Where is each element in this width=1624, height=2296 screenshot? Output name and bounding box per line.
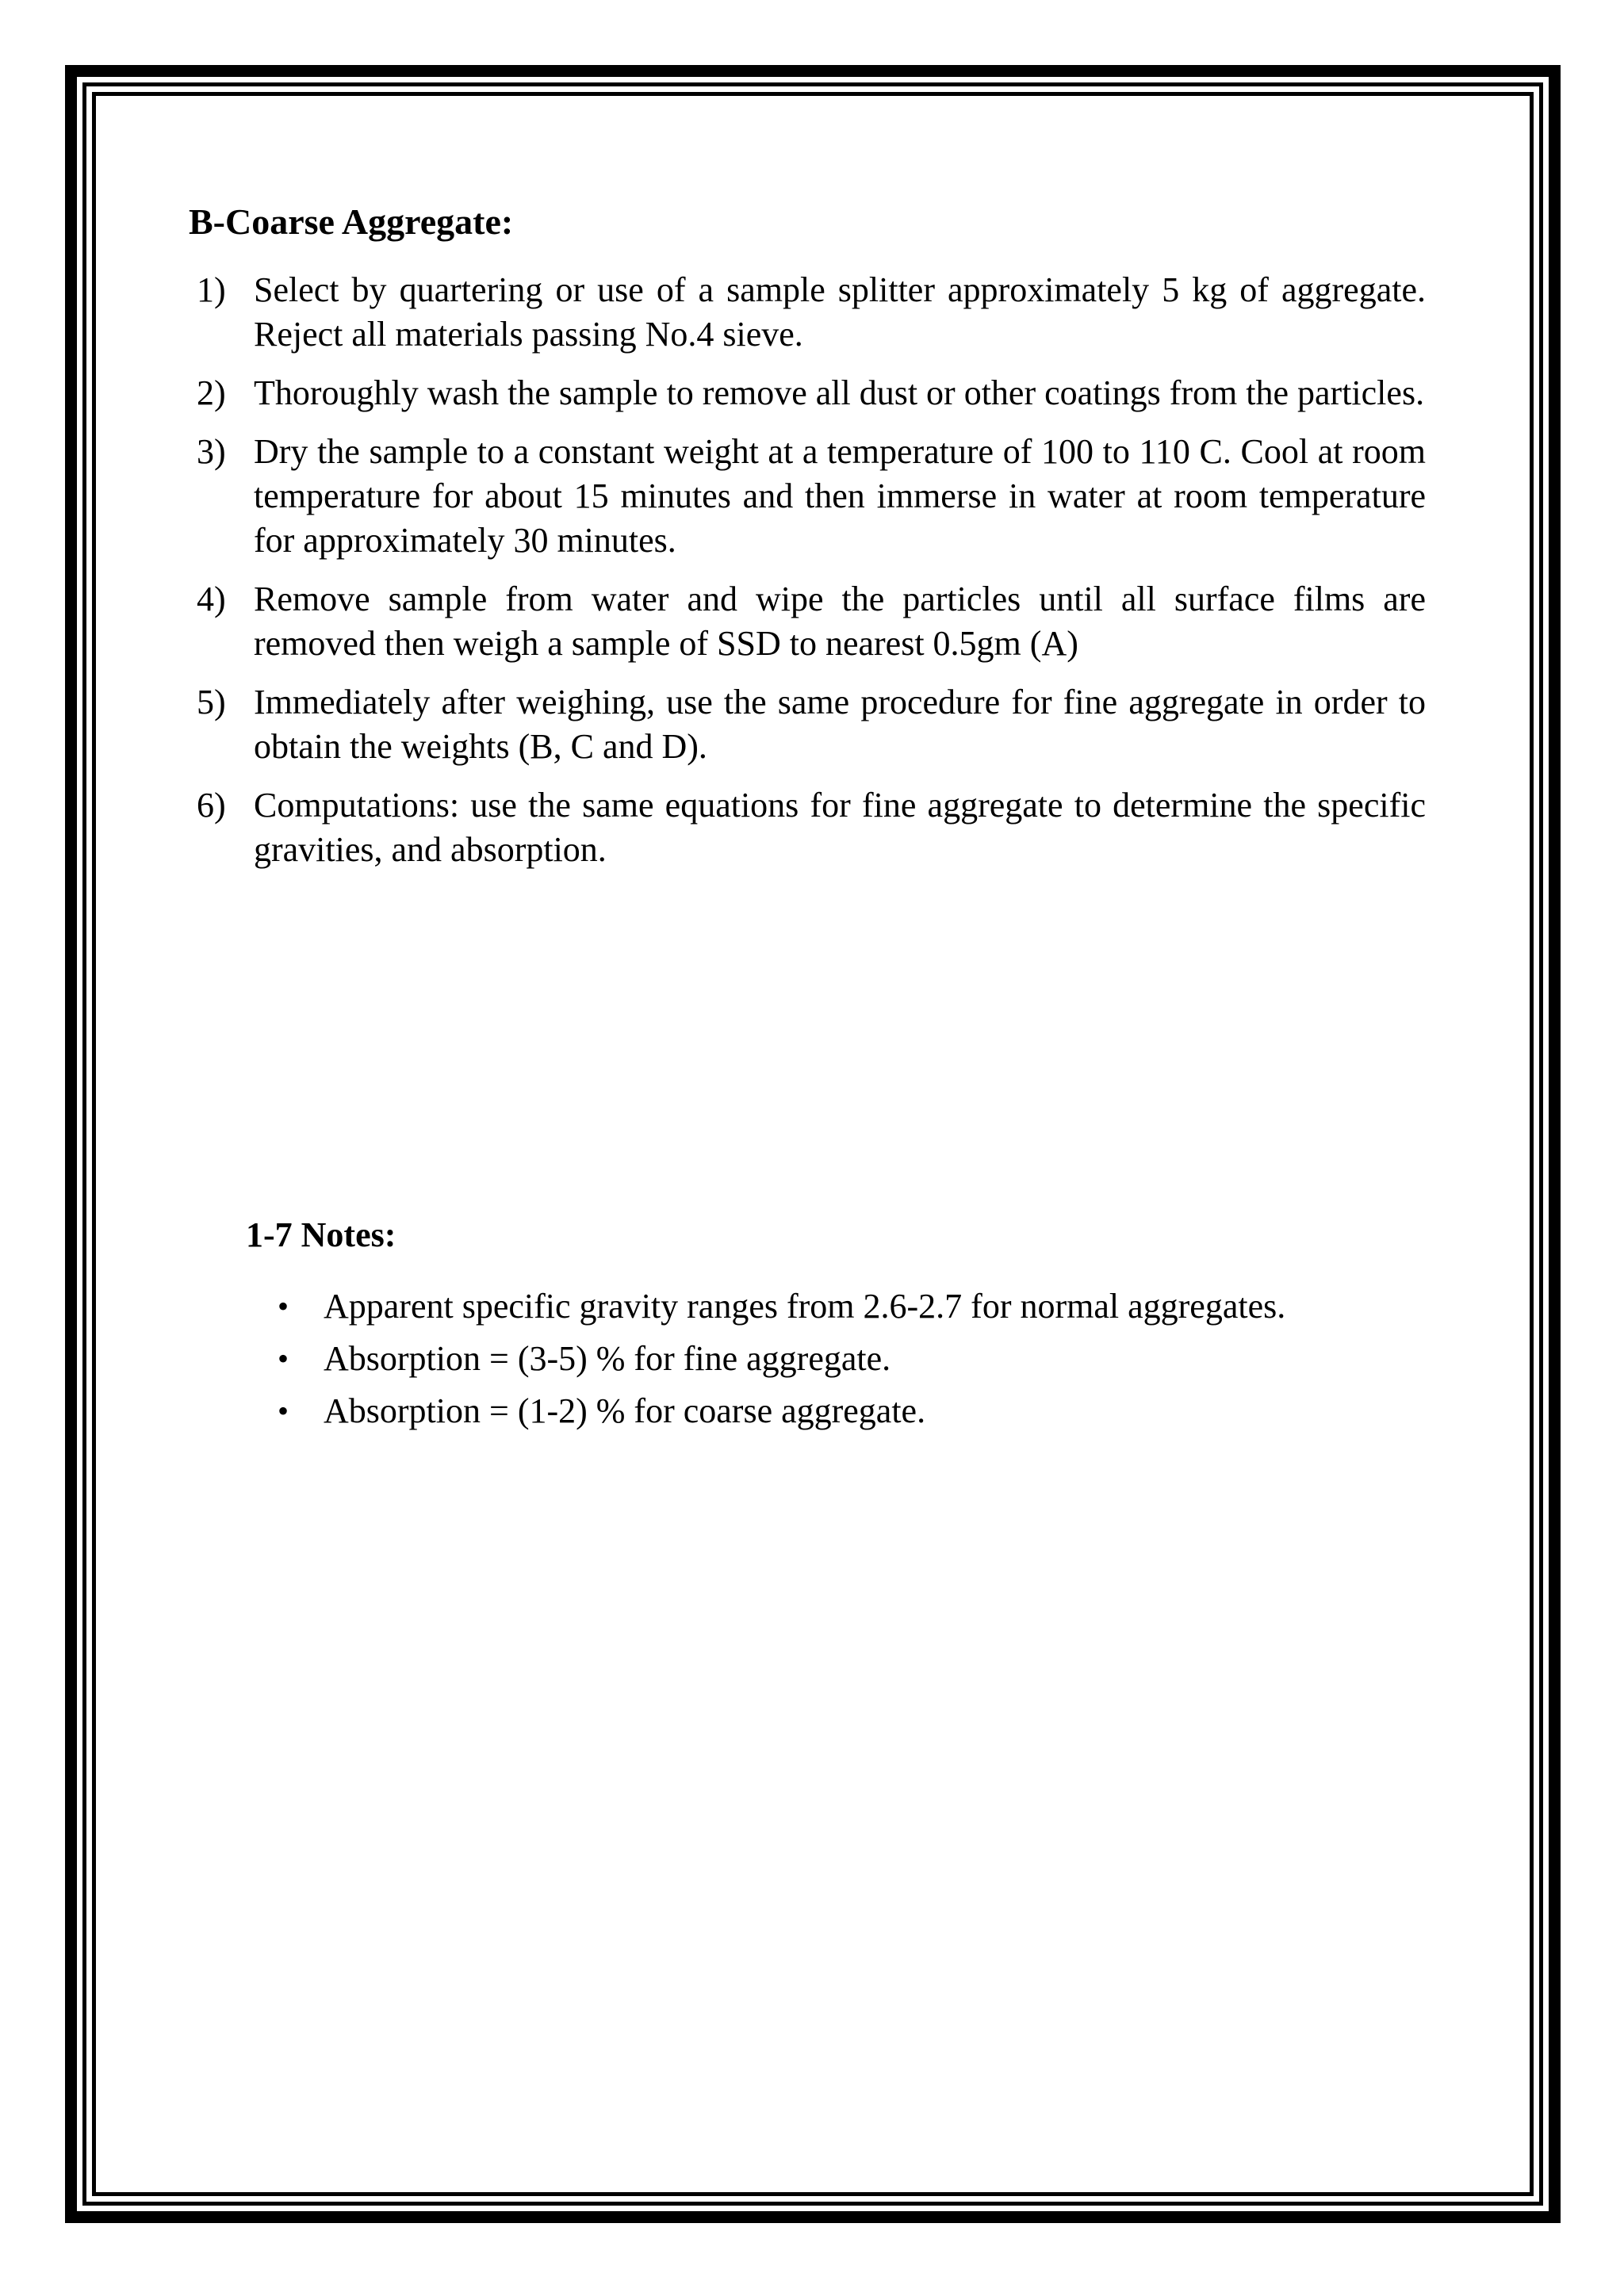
note-item — [246, 1337, 1435, 1381]
bullet-icon: • — [278, 1341, 289, 1376]
procedure-step — [189, 268, 1426, 357]
note-text: Apparent specific gravity ranges from 2.6-2.7 for normal aggregates. — [324, 1287, 1286, 1326]
procedure-step — [189, 371, 1426, 415]
procedure-steps-list — [189, 268, 1426, 872]
bullet-icon: • — [278, 1288, 289, 1324]
step-number: 3) — [197, 432, 226, 471]
notes-section — [246, 1213, 1435, 1441]
procedure-step — [189, 680, 1426, 769]
step-number: 4) — [197, 580, 226, 618]
step-number: 5) — [197, 683, 226, 721]
section-heading: B-Coarse Aggregate: — [189, 201, 514, 242]
note-item — [246, 1284, 1435, 1329]
bullet-icon: • — [278, 1393, 289, 1429]
procedure-step — [189, 430, 1426, 563]
procedure-section — [189, 198, 1426, 886]
step-text: Select by quartering or use of a sample splitter approximately 5 kg of aggregate. Reject all materials passing No.4 sieve. — [254, 270, 1426, 354]
step-text: Computations: use the same equations for fine aggregate to determine the specific gravities, and absorption. — [254, 786, 1426, 869]
step-text: Remove sample from water and wipe the particles until all surface films are removed then weigh a sample of SSD to nearest 0.5gm (A) — [254, 580, 1426, 663]
step-number: 1) — [197, 270, 226, 309]
step-number: 6) — [197, 786, 226, 825]
procedure-step — [189, 577, 1426, 666]
note-text: Absorption = (3-5) % for fine aggregate. — [324, 1339, 891, 1378]
step-text: Dry the sample to a constant weight at a temperature of 100 to 110 C. Cool at room temperature for about 15 minutes and then immerse in water at room temperature for approximately 30 minutes. — [254, 432, 1426, 560]
notes-list — [246, 1284, 1435, 1433]
step-text: Immediately after weighing, use the same procedure for fine aggregate in order to obtain the weights (B, C and D). — [254, 683, 1426, 766]
step-text: Thoroughly wash the sample to remove all dust or other coatings from the particles. — [254, 373, 1425, 412]
procedure-step — [189, 783, 1426, 872]
step-number: 2) — [197, 373, 226, 412]
note-text: Absorption = (1-2) % for coarse aggregate. — [324, 1391, 926, 1430]
notes-heading: 1-7 Notes: — [246, 1215, 396, 1254]
note-item — [246, 1389, 1435, 1433]
